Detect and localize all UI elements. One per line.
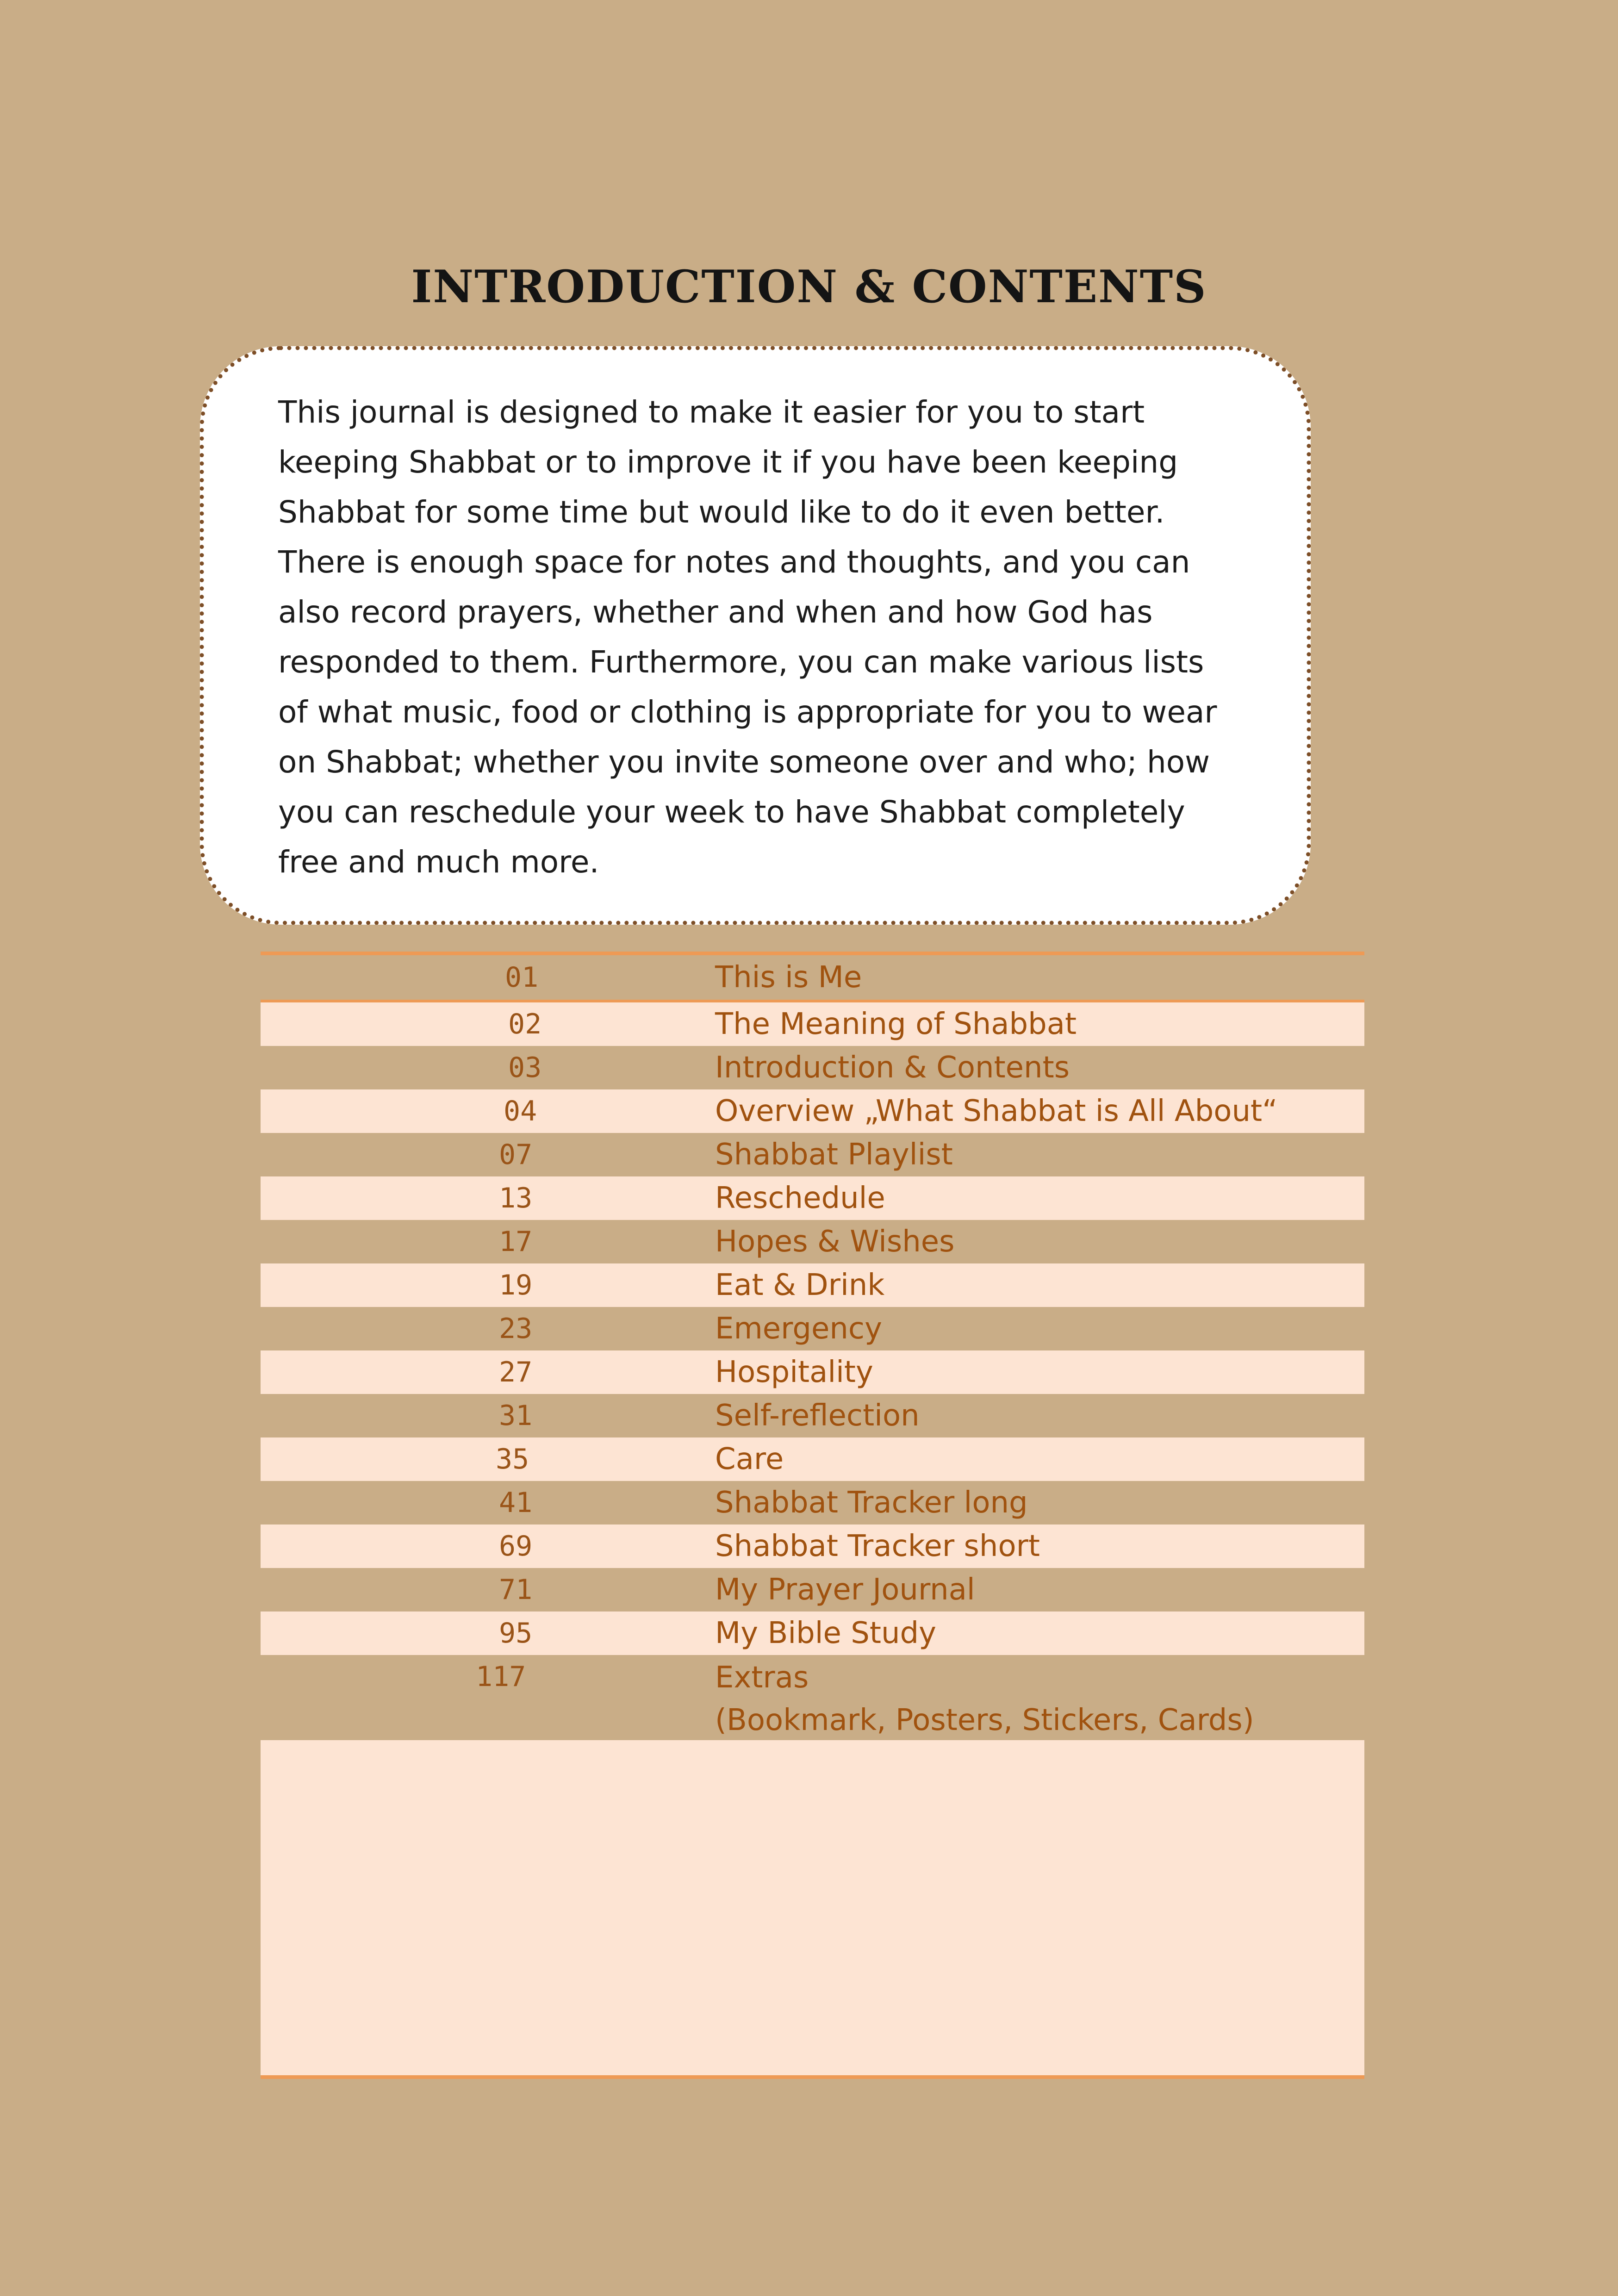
toc-row[interactable] xyxy=(261,1089,1364,1133)
toc-page-number: 13 xyxy=(499,1182,533,1214)
toc-row[interactable] xyxy=(261,1263,1364,1307)
toc-bottom-divider xyxy=(261,2075,1364,2079)
toc-page-number: 41 xyxy=(499,1487,533,1519)
toc-page-number: 19 xyxy=(499,1269,533,1301)
toc-row[interactable] xyxy=(261,1176,1364,1220)
toc-entry-title: The Meaning of Shabbat xyxy=(715,1007,1077,1041)
toc-row[interactable] xyxy=(261,1524,1364,1568)
table-of-contents xyxy=(261,952,1364,2079)
toc-entry-title: Hospitality xyxy=(715,1355,873,1389)
toc-page-number: 07 xyxy=(499,1139,533,1171)
toc-row[interactable] xyxy=(261,1307,1364,1350)
toc-entry-title: My Bible Study xyxy=(715,1616,937,1650)
toc-entry-title: Self-reflection xyxy=(715,1399,920,1433)
notes-area xyxy=(261,1740,1364,2075)
toc-entry-title: Extras xyxy=(715,1661,809,1695)
toc-page-number: 17 xyxy=(499,1226,533,1258)
toc-entry-title: Shabbat Tracker long xyxy=(715,1486,1028,1520)
toc-row[interactable] xyxy=(261,1220,1364,1263)
toc-page-number: 27 xyxy=(499,1356,533,1388)
toc-row[interactable] xyxy=(261,1394,1364,1437)
toc-page-number: 04 xyxy=(504,1095,537,1127)
toc-row[interactable] xyxy=(261,1133,1364,1176)
toc-page-number: 31 xyxy=(499,1400,533,1432)
toc-row[interactable] xyxy=(261,1568,1364,1612)
toc-page-number: 23 xyxy=(499,1313,533,1345)
toc-row[interactable] xyxy=(261,955,1364,1002)
toc-row[interactable] xyxy=(261,1002,1364,1046)
toc-page-number: 03 xyxy=(508,1052,542,1084)
toc-page-number: 71 xyxy=(499,1574,533,1606)
toc-page-number: 69 xyxy=(499,1530,533,1562)
intro-text: This journal is designed to make it easier for you to start keeping Shabbat or to improve it if you have been keeping Shabbat for some time but would like to do it even better. There is enough space for notes and thoughts, and you can also record prayers, whether and when and how God has responded to them. Furthermore, you can make various lists of what music, food or clothing is appropriate for you to wear on Shabbat; whether you invite someone over and who; how you can reschedule your week to have Shabbat completely free and much more. xyxy=(278,394,1217,880)
toc-row[interactable] xyxy=(261,1655,1364,1740)
toc-row[interactable] xyxy=(261,1046,1364,1089)
toc-entry-title: Eat & Drink xyxy=(715,1268,885,1302)
toc-page-number: 117 xyxy=(476,1661,526,1693)
toc-page-number: 35 xyxy=(496,1443,529,1475)
toc-page-number: 01 xyxy=(505,961,539,994)
toc-page-number: 95 xyxy=(499,1617,533,1649)
toc-entry-title: Introduction & Contents xyxy=(715,1051,1070,1085)
toc-entry-title: This is Me xyxy=(715,960,862,995)
toc-entry-title: Hopes & Wishes xyxy=(715,1225,955,1259)
toc-entry-title: Shabbat Playlist xyxy=(715,1138,953,1172)
toc-top-divider xyxy=(261,952,1364,955)
toc-page-number: 02 xyxy=(508,1008,542,1040)
toc-entry-title: Emergency xyxy=(715,1312,882,1346)
toc-entry-title: Care xyxy=(715,1442,784,1476)
toc-entry-title: My Prayer Journal xyxy=(715,1573,975,1607)
toc-row[interactable] xyxy=(261,1437,1364,1481)
toc-row[interactable] xyxy=(261,1612,1364,1655)
toc-row[interactable] xyxy=(261,1350,1364,1394)
toc-entry-title: Shabbat Tracker short xyxy=(715,1529,1040,1563)
page-title: INTRODUCTION & CONTENTS xyxy=(411,261,1207,313)
toc-entry-subtitle: (Bookmark, Posters, Stickers, Cards) xyxy=(715,1703,1254,1737)
intro-box xyxy=(200,346,1311,925)
toc-row[interactable] xyxy=(261,1481,1364,1524)
toc-entry-title: Reschedule xyxy=(715,1181,885,1215)
toc-entry-title: Overview „What Shabbat is All About“ xyxy=(715,1094,1278,1128)
